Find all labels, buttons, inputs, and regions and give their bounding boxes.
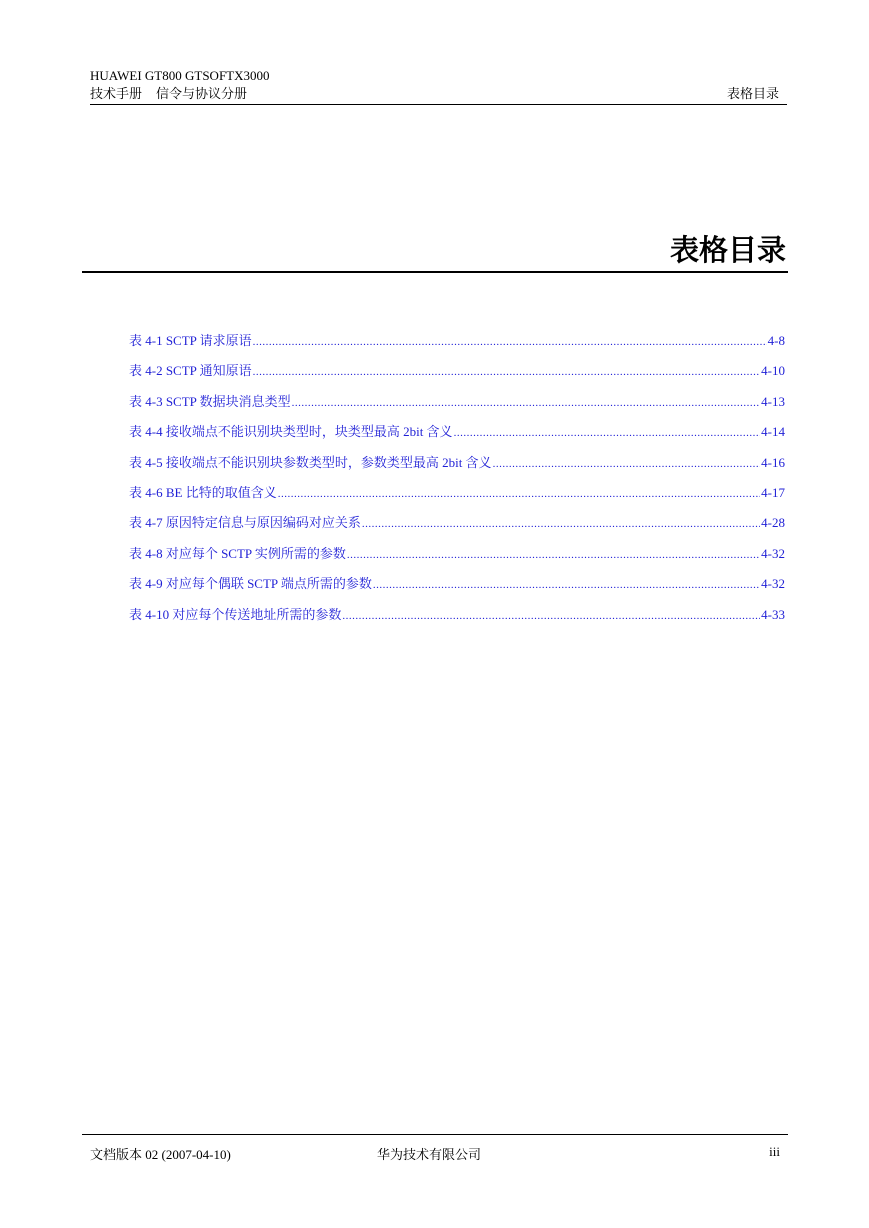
header-product: HUAWEI GT800 GTSOFTX3000 <box>90 68 270 83</box>
toc-entry-label: 表 4-8 对应每个 SCTP 实例所需的参数 <box>129 545 346 561</box>
toc-entry[interactable] <box>129 483 785 513</box>
toc-entry-label: 表 4-3 SCTP 数据块消息类型 <box>129 393 291 409</box>
toc-leader-dots <box>454 423 761 443</box>
toc-leader-dots <box>278 484 760 504</box>
toc-entry-page: 4-16 <box>761 454 785 470</box>
toc-entry-label: 表 4-6 BE 比特的取值含义 <box>129 484 277 500</box>
toc-entry-label: 表 4-10 对应每个传送地址所需的参数 <box>129 606 342 622</box>
toc-entry-label: 表 4-4 接收端点不能识别块类型时，块类型最高 2bit 含义 <box>129 424 453 440</box>
toc-entry-label: 表 4-7 原因特定信息与原因编码对应关系 <box>129 515 361 531</box>
page-header <box>90 68 787 105</box>
toc-entry-page: 4-28 <box>761 515 785 531</box>
toc-entry-label: 表 4-1 SCTP 请求原语 <box>129 333 252 348</box>
toc-entry[interactable] <box>129 544 785 574</box>
page-footer <box>82 1134 788 1165</box>
toc-leader-dots <box>253 332 767 352</box>
header-section: 表格目录 <box>726 86 779 101</box>
table-of-tables <box>129 331 785 635</box>
toc-leader-dots <box>373 575 760 595</box>
toc-entry[interactable] <box>129 453 785 483</box>
toc-entry[interactable] <box>129 392 785 422</box>
toc-entry-label: 表 4-5 接收端点不能识别块参数类型时，参数类型最高 2bit 含义 <box>129 454 492 470</box>
toc-entry[interactable] <box>129 331 785 361</box>
toc-entry-page: 4-10 <box>761 363 785 379</box>
header-manual-line <box>90 86 247 102</box>
footer-doc-version: 文档版本 02 (2007-04-10) <box>90 1147 231 1162</box>
toc-leader-dots <box>347 545 760 565</box>
toc-entry-label: 表 4-9 对应每个偶联 SCTP 端点所需的参数 <box>129 576 372 592</box>
toc-entry-page: 4-33 <box>761 606 785 622</box>
toc-leader-dots <box>292 393 760 413</box>
toc-entry[interactable] <box>129 513 785 543</box>
toc-entry[interactable] <box>129 574 785 604</box>
header-volume: 信令与协议分册 <box>156 86 248 101</box>
page-title: 表格目录 <box>669 233 786 267</box>
title-divider <box>82 271 788 273</box>
header-manual: 技术手册 <box>90 86 143 101</box>
toc-entry-page: 4-13 <box>761 393 785 409</box>
toc-entry-label: 表 4-2 SCTP 通知原语 <box>129 363 252 379</box>
toc-entry-page: 4-32 <box>761 576 785 592</box>
toc-entry-page: 4-14 <box>761 424 785 440</box>
toc-entry[interactable] <box>129 361 785 391</box>
footer-company: 华为技术有限公司 <box>377 1147 482 1162</box>
toc-leader-dots <box>253 362 760 382</box>
toc-entry-page: 4-17 <box>761 484 785 500</box>
toc-leader-dots <box>493 454 761 474</box>
footer-page-number: iii <box>769 1144 780 1159</box>
toc-entry-page: 4-8 <box>767 333 785 348</box>
toc-entry[interactable] <box>129 422 785 452</box>
toc-leader-dots <box>362 514 760 534</box>
toc-entry-page: 4-32 <box>761 545 785 561</box>
toc-entry[interactable] <box>129 605 785 635</box>
toc-leader-dots <box>342 606 760 626</box>
